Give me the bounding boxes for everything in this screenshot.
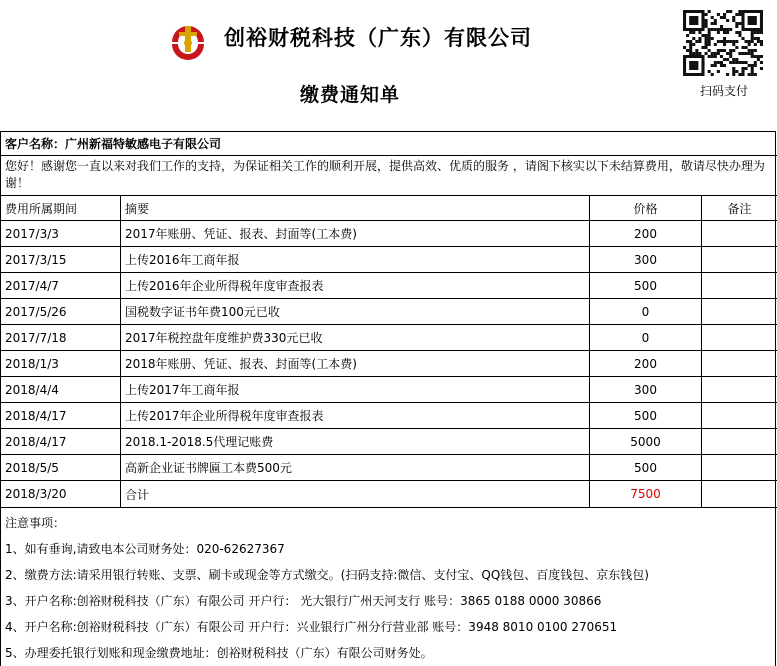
row-period: 2017/4/7 <box>1 273 121 298</box>
row-price: 200 <box>590 351 702 376</box>
table-row <box>1 351 777 377</box>
row-note <box>702 351 777 376</box>
row-note <box>702 273 777 298</box>
row-summary: 2017年税控盘年度维护费330元已收 <box>121 325 590 350</box>
row-period: 2018/4/17 <box>1 403 121 428</box>
row-price: 0 <box>590 325 702 350</box>
total-price: 7500 <box>590 481 702 507</box>
total-period: 2018/3/20 <box>1 481 121 507</box>
row-price: 500 <box>590 455 702 480</box>
row-price: 300 <box>590 247 702 272</box>
row-period: 2017/3/3 <box>1 221 121 246</box>
row-period: 2018/4/4 <box>1 377 121 402</box>
table-header-row <box>1 196 777 221</box>
row-price: 5000 <box>590 429 702 454</box>
table-row <box>1 273 777 299</box>
note-item: 4、开户名称:创裕财税科技（广东）有限公司 开户行：兴业银行广州分行营业部 账号：3948 8010 0100 270651 <box>5 620 618 634</box>
customer-label: 客户名称： <box>5 137 66 151</box>
row-period: 2018/1/3 <box>1 351 121 376</box>
page-title: 缴费通知单 <box>300 84 401 106</box>
table-row <box>1 221 777 247</box>
qr-pay-label: 扫码支付 <box>700 84 749 98</box>
notice-table <box>0 131 776 666</box>
table-row <box>1 247 777 273</box>
row-period: 2017/7/18 <box>1 325 121 350</box>
row-summary: 上传2017年工商年报 <box>121 377 590 402</box>
row-note <box>702 247 777 272</box>
row-summary: 高新企业证书牌匾工本费500元 <box>121 455 590 480</box>
table-row <box>1 299 777 325</box>
table-row <box>1 455 777 481</box>
row-period: 2017/3/15 <box>1 247 121 272</box>
row-note <box>702 403 777 428</box>
row-summary: 上传2016年工商年报 <box>121 247 590 272</box>
row-note <box>702 299 777 324</box>
total-label: 合计 <box>121 481 590 507</box>
row-price: 0 <box>590 299 702 324</box>
note-item: 5、办理委托银行划账和现金缴费地址：创裕财税科技（广东）有限公司财务处。 <box>5 646 433 660</box>
row-period: 2017/5/26 <box>1 299 121 324</box>
note-item: 1、如有垂询,请致电本公司财务处：020-62627367 <box>5 542 285 556</box>
notes-title: 注意事项： <box>5 516 66 530</box>
row-summary: 上传2016年企业所得税年度审查报表 <box>121 273 590 298</box>
row-summary: 国税数字证书年费100元已收 <box>121 299 590 324</box>
customer-name: 广州新福特敏感电子有限公司 <box>65 137 222 151</box>
company-name: 创裕财税科技（广东）有限公司 <box>224 25 532 50</box>
row-price: 200 <box>590 221 702 246</box>
row-period: 2018/4/17 <box>1 429 121 454</box>
row-price: 300 <box>590 377 702 402</box>
company-logo-icon <box>168 22 208 60</box>
table-row <box>1 429 777 455</box>
note-item: 3、开户名称:创裕财税科技（广东）有限公司 开户行： 光大银行广州天河支行 账号：3865 0188 0000 30866 <box>5 594 602 608</box>
row-note <box>702 221 777 246</box>
table-row <box>1 377 777 403</box>
header-period: 费用所属期间 <box>1 196 121 220</box>
row-summary: 上传2017年企业所得税年度审查报表 <box>121 403 590 428</box>
total-note <box>702 481 777 507</box>
row-note <box>702 429 777 454</box>
row-price: 500 <box>590 403 702 428</box>
row-note <box>702 455 777 480</box>
row-price: 500 <box>590 273 702 298</box>
row-period: 2018/5/5 <box>1 455 121 480</box>
total-row <box>1 481 777 508</box>
row-summary: 2018年账册、凭证、报表、封面等(工本费) <box>121 351 590 376</box>
header-price: 价格 <box>590 196 702 220</box>
row-summary: 2017年账册、凭证、报表、封面等(工本费) <box>121 221 590 246</box>
table-row <box>1 403 777 429</box>
customer-row <box>1 132 777 156</box>
row-summary: 2018.1-2018.5代理记账费 <box>121 429 590 454</box>
qr-code-icon[interactable] <box>683 10 763 76</box>
header-note: 备注 <box>727 201 752 216</box>
row-note <box>702 377 777 402</box>
note-item: 2、缴费方法:请采用银行转账、支票、刷卡或现金等方式缴交。(扫码支持:微信、支付宝、QQ钱包、百度钱包、京东钱包) <box>5 568 649 582</box>
row-note <box>702 325 777 350</box>
table-row <box>1 325 777 351</box>
greeting-text: 您好！感谢您一直以来对我们工作的支持，为保证相关工作的顺利开展，提供高效、优质的服务 ，请阁下核实以下未结算费用，敬请尽快办理为谢！ <box>1 156 777 196</box>
header-summary: 摘要 <box>121 196 590 220</box>
